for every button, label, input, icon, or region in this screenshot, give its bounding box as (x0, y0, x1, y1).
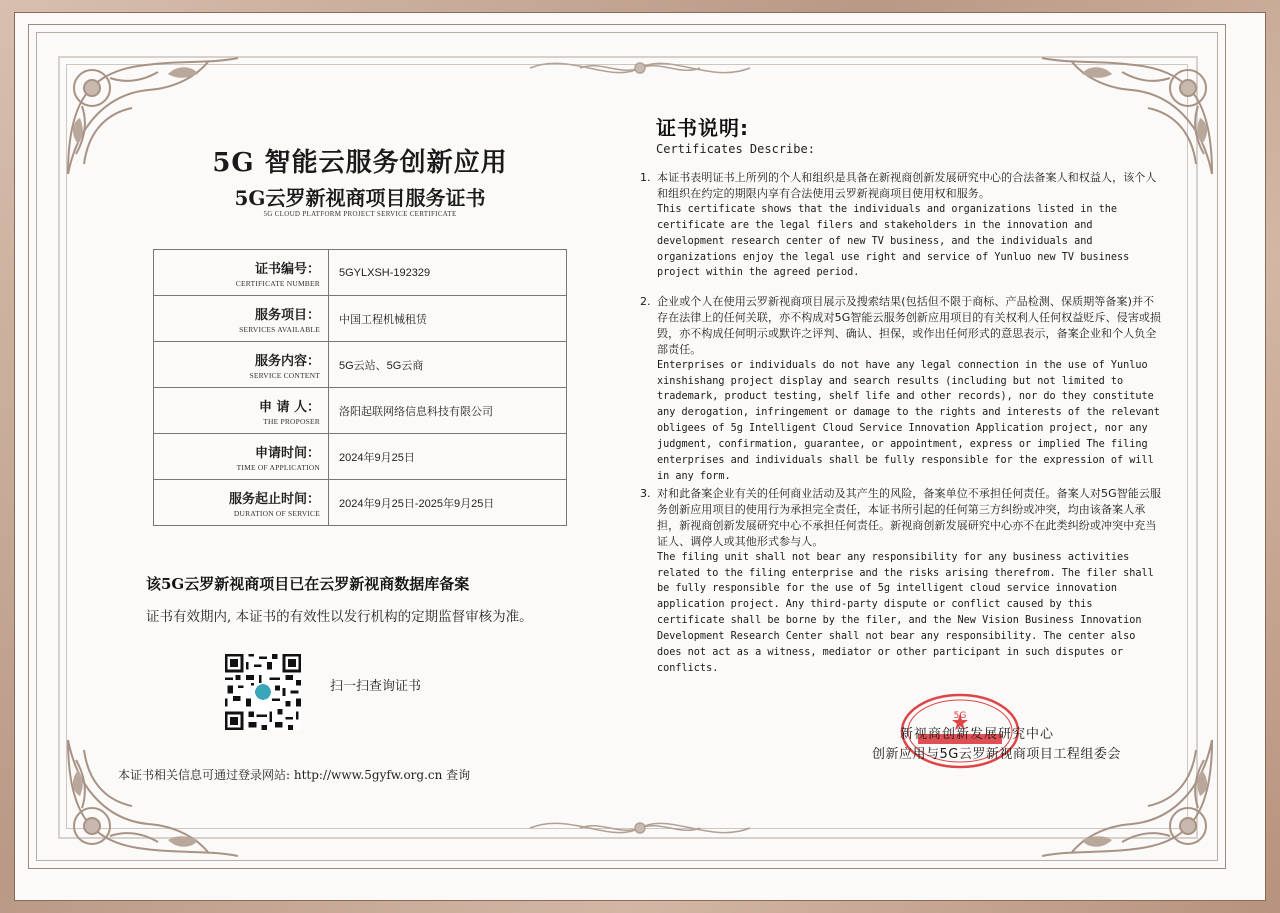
field-label: 服务项目： (254, 307, 320, 323)
bottom-ornament (520, 808, 760, 848)
field-label: 申 请 人： (258, 399, 320, 415)
item-number: 3. (640, 487, 651, 500)
description-item (640, 294, 1164, 485)
field-label-en: THE PROPOSER (263, 416, 320, 426)
corner-ornament (1032, 44, 1232, 184)
corner-ornament (48, 730, 248, 870)
registered-note: 该5G云罗新视商项目已在云罗新视商数据库备案 (146, 575, 470, 593)
validity-note: 证书有效期内, 本证书的有效性以发行机构的定期监督审核为准。 (146, 609, 533, 625)
table-row (154, 480, 567, 526)
description-item (640, 170, 1164, 281)
certificate-subtitle: 5G云罗新视商项目服务证书 (234, 186, 486, 210)
description-title: 证书说明: (656, 116, 749, 140)
field-label-en: SERVICE CONTENT (249, 370, 320, 380)
item-text-en: This certificate shows that the individuals and organizations listed in the certificate are the legal filers and stakeholders in the innovation and development research center of new TV business, and the individuals and organizations enjoy the legal use right and service of Yunluo new TV business project within the agreed period. (657, 203, 1130, 279)
item-text-cn: 对和此备案企业有关的任何商业活动及其产生的风险，备案单位不承担任何责任。备案人对5G智能云服务创新应用项目的使用行为承担完全责任，本证书所引起的任何第三方纠纷或冲突，均由该备案人承担，新视商创新发展研究中心不承担任何责任。新视商创新发展研究中心亦不在此类纠纷或冲突中充当证人、调停人或其他形式参与人。 (657, 487, 1162, 548)
certificate-title: 5G 智能云服务创新应用 (212, 148, 508, 178)
field-label-en: DURATION OF SERVICE (233, 508, 320, 518)
svg-text:5G: 5G (953, 711, 967, 721)
certificate-subtitle-en: 5G CLOUD PLATFORM PROJECT SERVICE CERTIFICATE (263, 210, 457, 218)
description-subtitle: Certificates Describe: (656, 142, 815, 156)
certificate-number-value: 5GYLXSH-192329 (329, 250, 567, 296)
qr-code-icon[interactable] (224, 654, 302, 730)
field-label: 服务内容： (254, 353, 320, 369)
table-row (154, 296, 567, 342)
scan-to-verify-label: 扫一扫查询证书 (330, 679, 422, 694)
service-content-value: 5G云站、5G云商 (329, 342, 567, 388)
table-row (154, 250, 567, 296)
issuer-committee: 创新应用与5G云罗新视商项目工程组委会 (872, 747, 1121, 762)
issuer-name: 新视商创新发展研究中心 (900, 727, 1055, 742)
item-number: 2. (640, 295, 651, 308)
website-note: 本证书相关信息可通过登录网站: http://www.5gyfw.org.cn 查询 (118, 768, 471, 782)
certificate-info-table (153, 249, 567, 526)
application-time-value: 2024年9月25日 (329, 434, 567, 480)
proposer-value: 洛阳起联网络信息科技有限公司 (329, 388, 567, 434)
services-available-value: 中国工程机械租赁 (329, 296, 567, 342)
field-label: 证书编号： (254, 261, 320, 277)
table-row (154, 388, 567, 434)
field-label-en: SERVICES AVAILABLE (239, 324, 320, 334)
table-row (154, 342, 567, 388)
table-row (154, 434, 567, 480)
field-label-en: CERTIFICATE NUMBER (235, 278, 320, 288)
top-ornament (520, 48, 760, 88)
field-label-en: TIME OF APPLICATION (236, 462, 320, 472)
description-item (640, 486, 1164, 677)
item-text-cn: 企业或个人在使用云罗新视商项目展示及搜索结果(包括但不限于商标、产品检测、保质期等备案)并不存在法律上的任何关联，亦不构成对5G智能云服务创新应用项目的有关权利人任何权益贬斥、侵害或损毁，亦不构成任何明示或默许之评判、确认、担保，或作出任何形式的意思表示，备案企业和个人负全部责任。 (657, 295, 1162, 356)
field-label: 申请时间： (254, 445, 320, 461)
field-label: 服务起止时间： (228, 491, 320, 507)
item-text-cn: 本证书表明证书上所列的个人和组织是具备在新视商创新发展研究中心的合法备案人和权益人，该个人和组织在约定的期限内享有合法使用云罗新视商项目使用权和服务。 (657, 171, 1157, 200)
service-duration-value: 2024年9月25日-2025年9月25日 (329, 480, 567, 526)
item-text-en: Enterprises or individuals do not have any legal connection in the use of Yunluo xinshishang project display and search results (including but not limited to trademark, product testing, shelf life and other records), nor do they constitute any derogation, infringement or damage to the rights and interests of the relevant obligees of 5g Intelligent Cloud Service Innovation Application project, nor any judgment, confirmation, guarantee, or appointment, express or implied The filing enterprises and individuals shall be fully responsible for the expression of will in any form. (657, 359, 1160, 482)
item-number: 1. (640, 171, 651, 184)
item-text-en: The filing unit shall not bear any responsibility for any business activities related to the filing enterprise and the risks arising therefrom. The filer shall be fully responsible for the use of 5g intelligent cloud service innovation application project. Any third-party dispute or conflict caused by this certificate shall be borne by the filer, and the New Vision Business Innovation Development Research Center shall not bear any responsibility. The center also does not act as a witness, mediator or other participant in such disputes or conflicts. (657, 551, 1154, 674)
